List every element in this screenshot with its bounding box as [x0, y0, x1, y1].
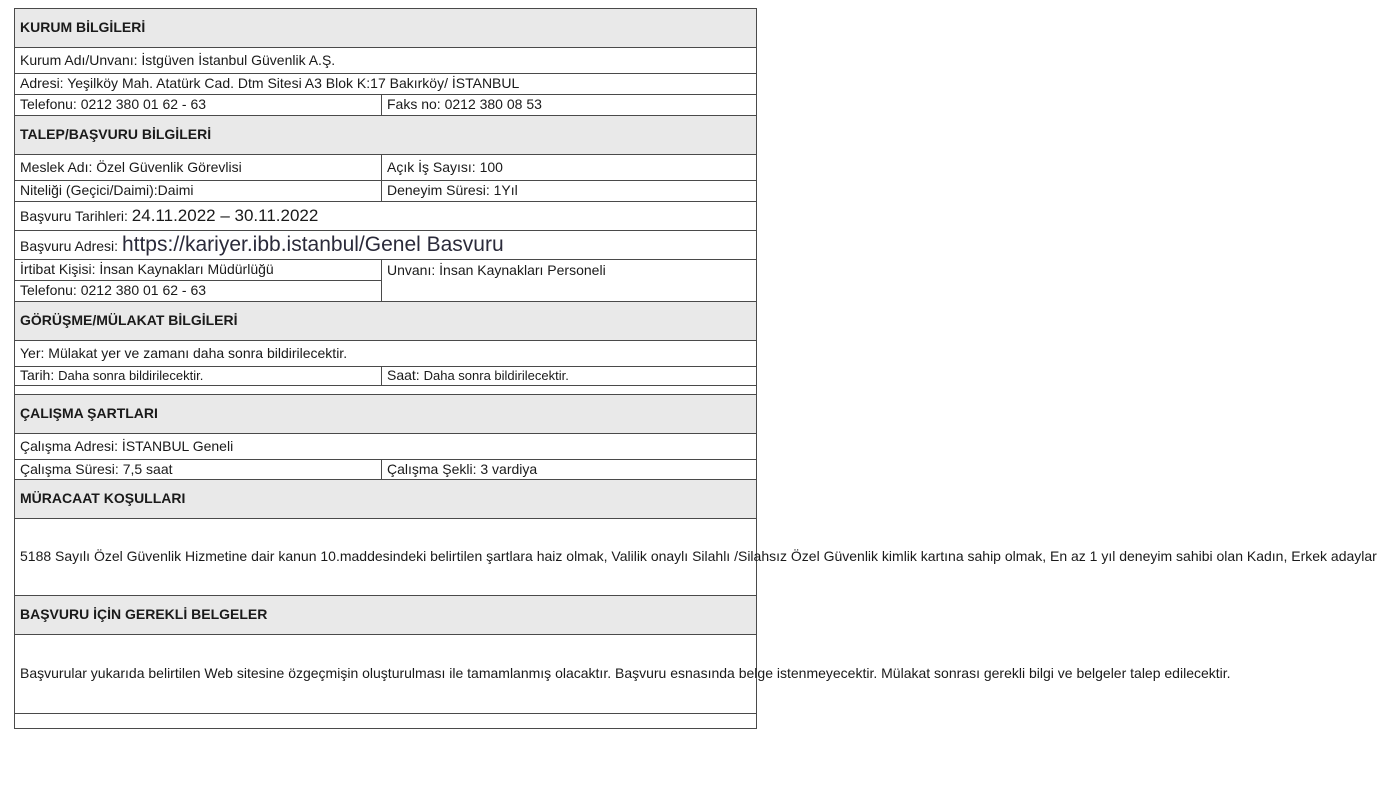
- application-url[interactable]: https://kariyer.ibb.istanbul/Genel Basvuru: [121, 233, 504, 257]
- spacer: [15, 386, 757, 395]
- work-address: Çalışma Adresi: İSTANBUL Geneli: [15, 434, 757, 460]
- section-gorusme-title: GÖRÜŞME/MÜLAKAT BİLGİLERİ: [15, 302, 757, 341]
- section-belgeler-title: BAŞVURU İÇİN GEREKLİ BELGELER: [15, 596, 757, 635]
- form-page: [14, 0, 1377, 796]
- work-duration: Çalışma Süresi: 7,5 saat: [15, 460, 382, 480]
- bottom-spacer: [15, 714, 757, 729]
- interview-place: Yer: Mülakat yer ve zamanı daha sonra bildirilecektir.: [15, 341, 757, 367]
- section-calisma-title: ÇALIŞMA ŞARTLARI: [15, 395, 757, 434]
- open-positions: Açık İş Sayısı: 100: [382, 155, 757, 181]
- application-dates-label: Başvuru Tarihleri:: [20, 207, 128, 224]
- section-talep-title: TALEP/BAŞVURU BİLGİLERİ: [15, 116, 757, 155]
- interview-date-label: Tarih:: [20, 367, 55, 384]
- interview-date: [15, 367, 382, 386]
- section-muracaat-title: MÜRACAAT KOŞULLARI: [15, 480, 757, 519]
- contact-title: Unvanı: İnsan Kaynakları Personeli: [382, 260, 757, 302]
- work-shift: Çalışma Şekli: 3 vardiya: [382, 460, 757, 480]
- application-dates: [15, 202, 757, 231]
- interview-date-value: Daha sonra bildirilecektir.: [58, 368, 204, 384]
- required-documents: Başvurular yukarıda belirtilen Web sitesine özgeçmişin oluşturulması ile tamamlanmış olacaktır. Başvuru esnasında belge istenmeyecektir. Mülakat sonrası gerekli bilgi ve belgeler talep edilecektir.: [15, 635, 757, 714]
- occupation: Meslek Adı: Özel Güvenlik Görevlisi: [15, 155, 382, 181]
- application-dates-value: 24.11.2022 – 30.11.2022: [131, 205, 319, 225]
- kurum-address: Adresi: Yeşilköy Mah. Atatürk Cad. Dtm Sitesi A3 Blok K:17 Bakırköy/ İSTANBUL: [15, 74, 757, 95]
- contact-person: İrtibat Kişisi: İnsan Kaynakları Müdürlüğü: [15, 260, 382, 281]
- kurum-phone: Telefonu: 0212 380 01 62 - 63: [15, 95, 382, 116]
- kurum-fax: Faks no: 0212 380 08 53: [382, 95, 757, 116]
- kurum-name: Kurum Adı/Unvanı: İstgüven İstanbul Güvenlik A.Ş.: [15, 48, 757, 74]
- interview-time-value: Daha sonra bildirilecektir.: [423, 368, 569, 384]
- position-nature: Niteliği (Geçici/Daimi):Daimi: [15, 181, 382, 202]
- interview-time: [382, 367, 757, 386]
- contact-phone: Telefonu: 0212 380 01 62 - 63: [15, 281, 382, 302]
- application-conditions: 5188 Sayılı Özel Güvenlik Hizmetine dair kanun 10.maddesindeki belirtilen şartlara haiz olmak, Valilik onaylı Silahlı /Silahsız Özel Güvenlik kimlik kartına sahip olmak, En az 1 yıl deneyim sahibi olan Kadın, Erkek adaylar: [15, 519, 757, 596]
- section-kurum-title: KURUM BİLGİLERİ: [15, 9, 757, 48]
- application-address-label: Başvuru Adresi:: [20, 238, 119, 255]
- application-address: [15, 231, 757, 260]
- experience-duration: Deneyim Süresi: 1Yıl: [382, 181, 757, 202]
- interview-time-label: Saat:: [387, 367, 420, 384]
- job-posting-form: [14, 8, 1377, 729]
